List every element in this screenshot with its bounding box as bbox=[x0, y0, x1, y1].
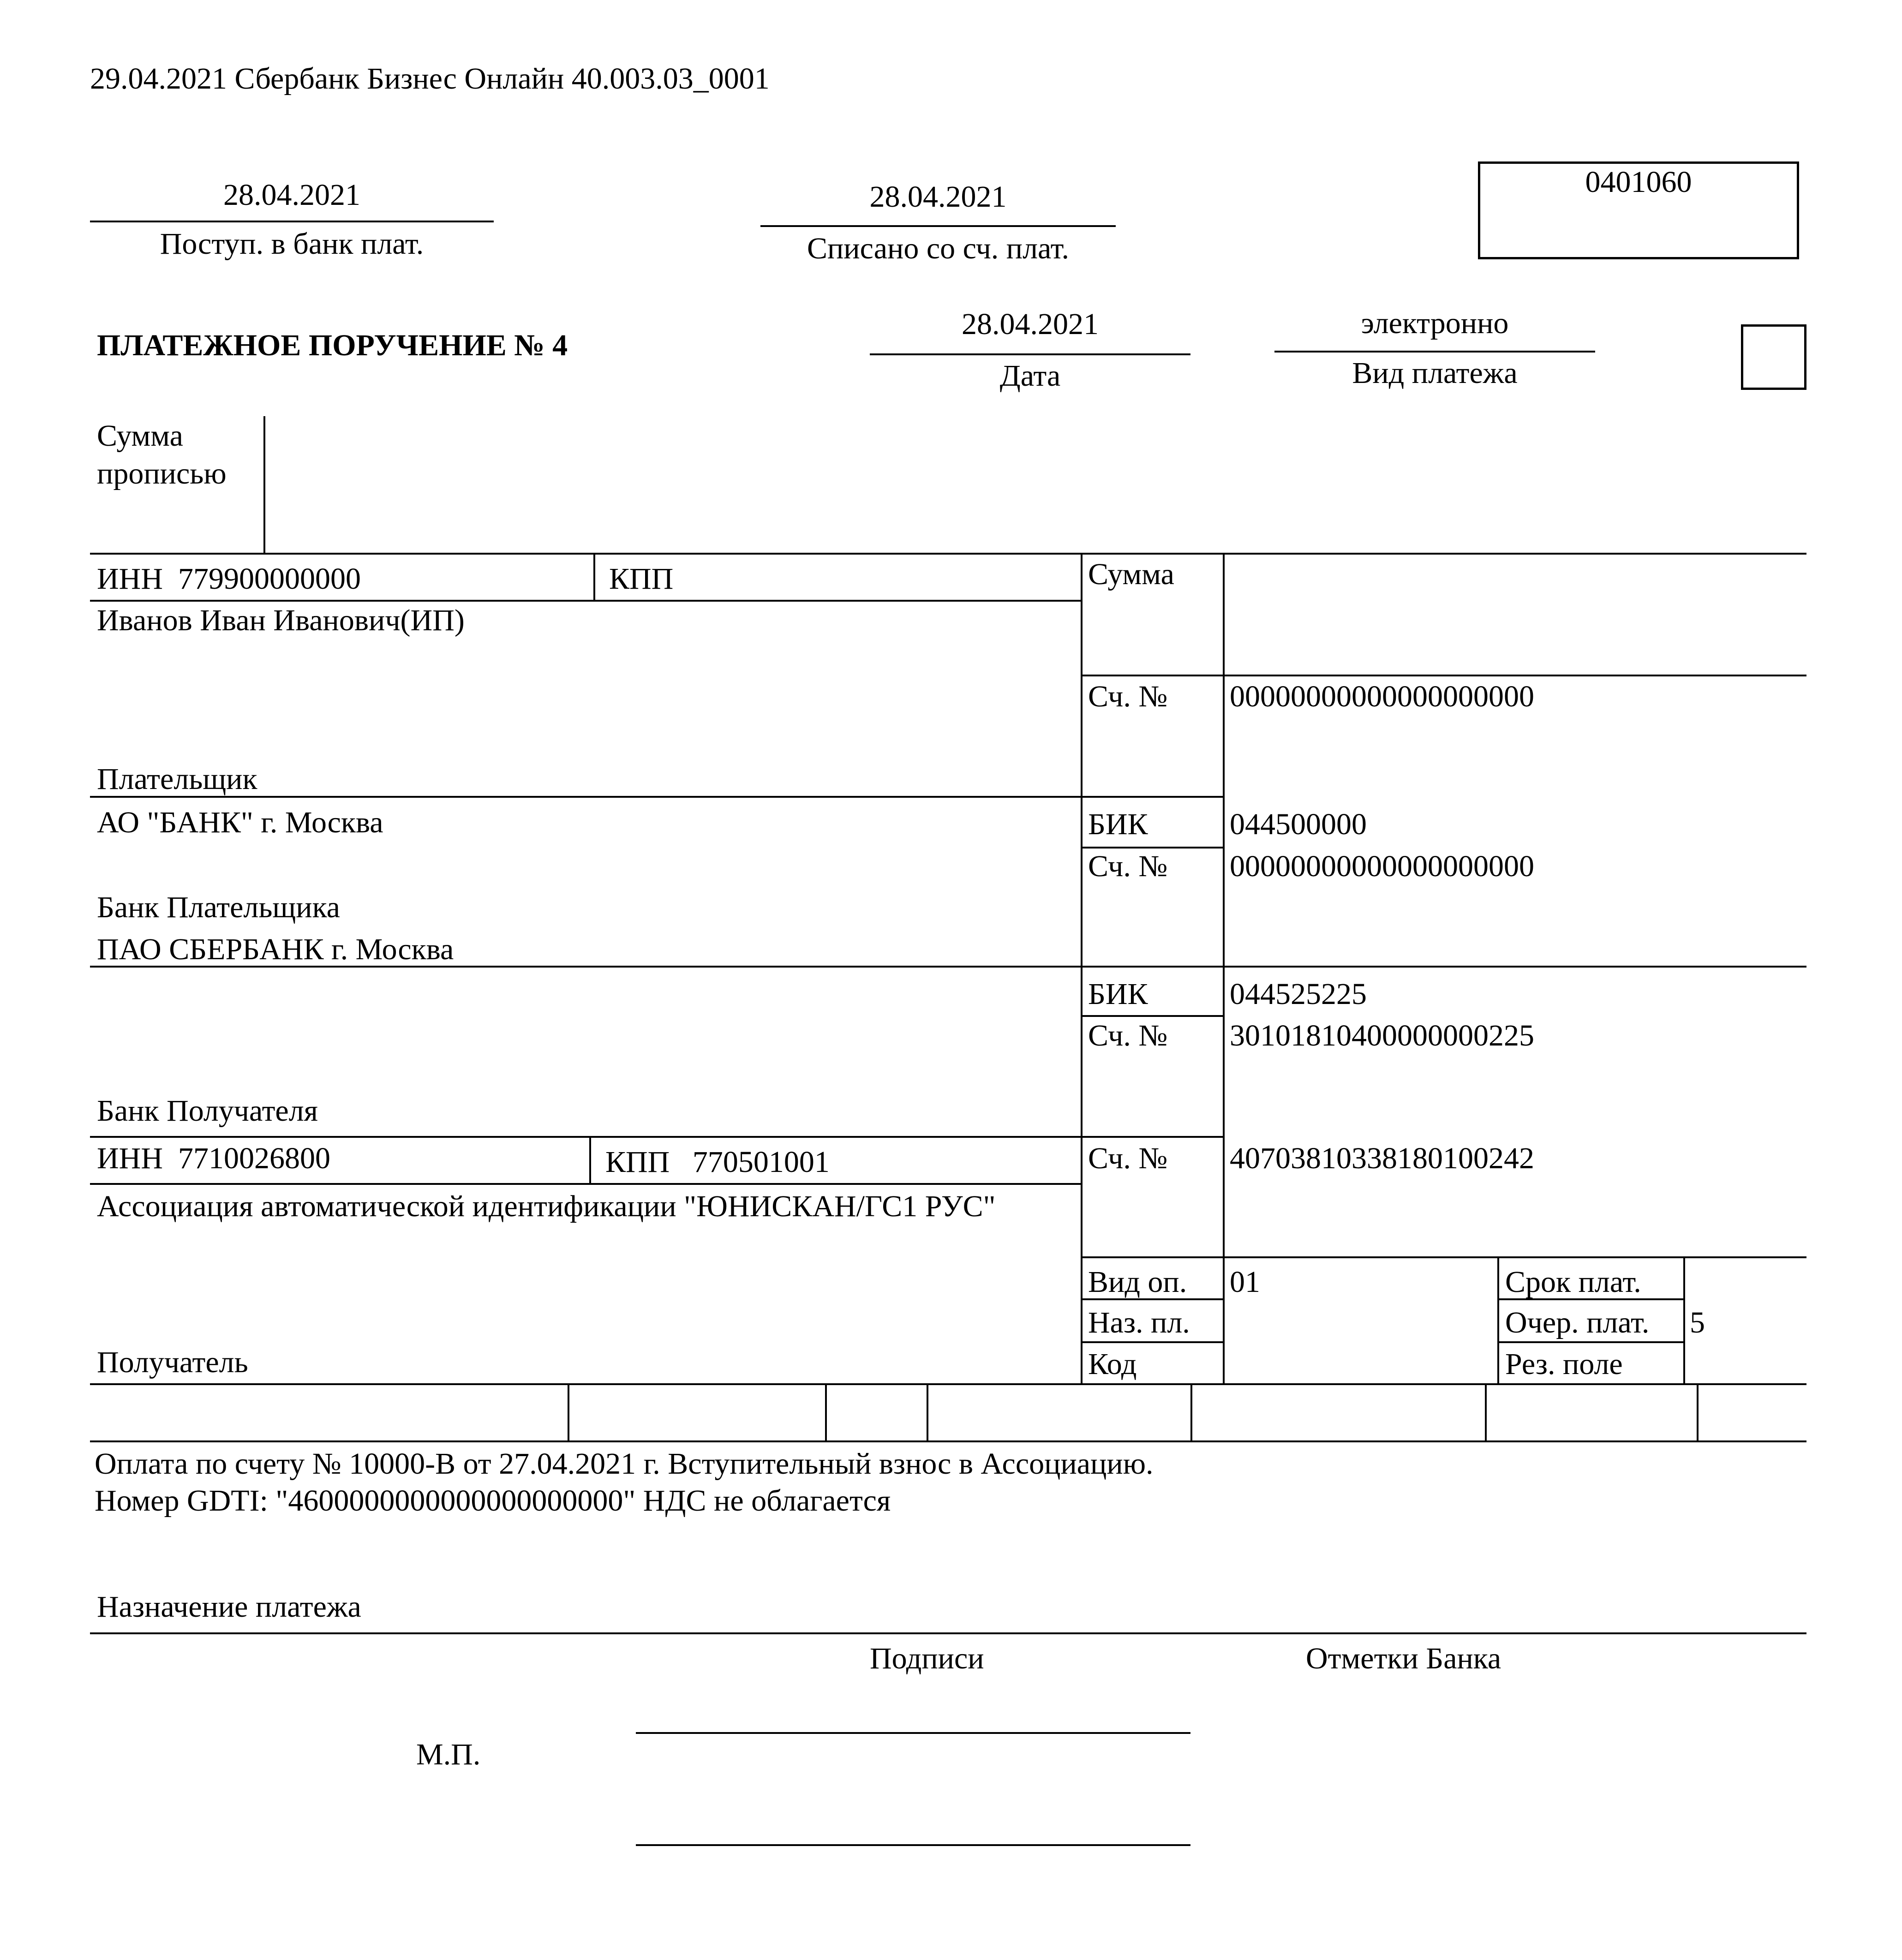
recipient-kpp-label: КПП bbox=[605, 1145, 670, 1179]
tax-field-divider bbox=[1190, 1383, 1192, 1440]
payment-type-code-box bbox=[1741, 324, 1806, 390]
tax-field-divider bbox=[568, 1383, 569, 1440]
recipient-inn bbox=[97, 1143, 330, 1174]
order-date: 28.04.2021 bbox=[962, 307, 1099, 341]
reserve-label: Рез. поле bbox=[1505, 1347, 1623, 1381]
payer-bank-bik: 044500000 bbox=[1230, 807, 1367, 841]
payment-type-label: Вид платежа bbox=[1352, 356, 1518, 390]
tax-field-divider bbox=[1485, 1383, 1487, 1440]
bank-received-label: Поступ. в банк плат. bbox=[160, 227, 424, 261]
recipient-bank-label: Банк Получателя bbox=[97, 1094, 318, 1128]
priority-value: 5 bbox=[1690, 1306, 1705, 1339]
document-title: ПЛАТЕЖНОЕ ПОРУЧЕНИЕ № 4 bbox=[97, 329, 568, 362]
payer-bank-account: 00000000000000000000 bbox=[1230, 849, 1534, 883]
payer-account: 00000000000000000000 bbox=[1230, 680, 1534, 713]
amount-words-label-2: прописью bbox=[97, 457, 227, 490]
print-header: 29.04.2021 Сбербанк Бизнес Онлайн 40.003.03_0001 bbox=[90, 62, 770, 96]
op-type-label: Вид оп. bbox=[1088, 1265, 1187, 1299]
grid-line bbox=[90, 1383, 1806, 1385]
grid-line bbox=[1497, 1256, 1499, 1383]
debited-label: Списано со сч. плат. bbox=[807, 232, 1070, 265]
payer-bank-bik-label: БИК bbox=[1088, 807, 1148, 841]
op-type-value: 01 bbox=[1230, 1265, 1260, 1299]
grid-line bbox=[90, 1440, 1806, 1442]
grid-line bbox=[90, 600, 1081, 602]
grid-line bbox=[1081, 1256, 1806, 1258]
grid-line bbox=[1081, 553, 1083, 1383]
recipient-account-label: Сч. № bbox=[1088, 1141, 1168, 1175]
stamp-label: М.П. bbox=[416, 1738, 481, 1771]
recipient-account: 40703810338180100242 bbox=[1230, 1141, 1534, 1175]
tax-field-divider bbox=[1697, 1383, 1699, 1440]
payer-name: Иванов Иван Иванович(ИП) bbox=[97, 604, 465, 637]
grid-line bbox=[90, 1183, 1081, 1185]
grid-line bbox=[90, 1136, 1223, 1138]
amount-label: Сумма bbox=[1088, 557, 1174, 591]
bank-received-date-line bbox=[90, 221, 494, 222]
debited-date: 28.04.2021 bbox=[869, 180, 1007, 214]
amount-words-divider bbox=[263, 416, 265, 553]
recipient-bank-bik: 044525225 bbox=[1230, 977, 1367, 1011]
tax-field-divider bbox=[825, 1383, 827, 1440]
purpose-line-1: Оплата по счету № 10000-В от 27.04.2021 г. Вступительный взнос в Ассоциацию. bbox=[95, 1447, 1154, 1481]
payer-account-label: Сч. № bbox=[1088, 680, 1168, 713]
payer-kpp bbox=[609, 564, 673, 594]
recipient-inn-label: ИНН bbox=[97, 1141, 163, 1175]
recipient-name: Ассоциация автоматической идентификации "ЮНИСКАН/ГС1 РУС" bbox=[97, 1189, 996, 1223]
payer-kpp-label: КПП bbox=[609, 562, 674, 596]
order-date-label: Дата bbox=[999, 359, 1061, 393]
grid-line bbox=[1081, 1015, 1223, 1017]
payer-inn bbox=[97, 564, 361, 594]
recipient-kpp bbox=[605, 1147, 830, 1177]
payer-label: Плательщик bbox=[97, 762, 257, 796]
recipient-bank-account: 30101810400000000225 bbox=[1230, 1019, 1534, 1052]
purpose-label: Назначение платежа bbox=[97, 1590, 361, 1624]
debited-date-line bbox=[760, 225, 1116, 227]
amount-words-label-1: Сумма bbox=[97, 419, 183, 453]
bank-received-date: 28.04.2021 bbox=[223, 178, 360, 212]
signature-line-2 bbox=[636, 1844, 1190, 1846]
payer-bank-name: АО "БАНК" г. Москва bbox=[97, 806, 383, 839]
payment-type-line bbox=[1274, 351, 1595, 353]
code-label: Код bbox=[1088, 1347, 1137, 1381]
purpose-line bbox=[90, 1632, 1806, 1634]
grid-line bbox=[1223, 553, 1225, 1383]
grid-line bbox=[1497, 1341, 1683, 1343]
grid-line bbox=[593, 553, 595, 600]
grid-line bbox=[1683, 1256, 1685, 1383]
grid-line bbox=[1081, 1341, 1223, 1343]
purpose-line-2: Номер GDTI: "4600000000000000000000" НДС не облагается bbox=[95, 1484, 891, 1518]
priority-label: Очер. плат. bbox=[1505, 1306, 1650, 1339]
recipient-label: Получатель bbox=[97, 1345, 248, 1379]
form-code: 0401060 bbox=[1585, 165, 1692, 199]
tax-field-divider bbox=[927, 1383, 928, 1440]
recipient-kpp-value: 770501001 bbox=[692, 1145, 830, 1179]
signature-line-1 bbox=[636, 1732, 1190, 1734]
grid-line bbox=[90, 796, 1223, 798]
recipient-bank-bik-label: БИК bbox=[1088, 977, 1148, 1011]
payer-bank-label: Банк Плательщика bbox=[97, 890, 340, 924]
purpose-code-label: Наз. пл. bbox=[1088, 1306, 1190, 1339]
payer-inn-value: 779900000000 bbox=[178, 562, 361, 596]
recipient-bank-account-label: Сч. № bbox=[1088, 1019, 1168, 1052]
recipient-inn-value: 7710026800 bbox=[178, 1141, 330, 1175]
order-date-line bbox=[870, 353, 1190, 355]
grid-line bbox=[1081, 847, 1223, 849]
payer-inn-label: ИНН bbox=[97, 562, 163, 596]
recipient-bank-name: ПАО СБЕРБАНК г. Москва bbox=[97, 932, 454, 966]
due-label: Срок плат. bbox=[1505, 1265, 1641, 1299]
grid-line bbox=[589, 1136, 591, 1183]
bank-marks-label: Отметки Банка bbox=[1306, 1642, 1501, 1675]
signatures-label: Подписи bbox=[870, 1642, 984, 1675]
payment-type: электронно bbox=[1361, 306, 1509, 340]
grid-line bbox=[1081, 675, 1806, 676]
payer-bank-account-label: Сч. № bbox=[1088, 849, 1168, 883]
grid-line bbox=[90, 553, 1806, 555]
